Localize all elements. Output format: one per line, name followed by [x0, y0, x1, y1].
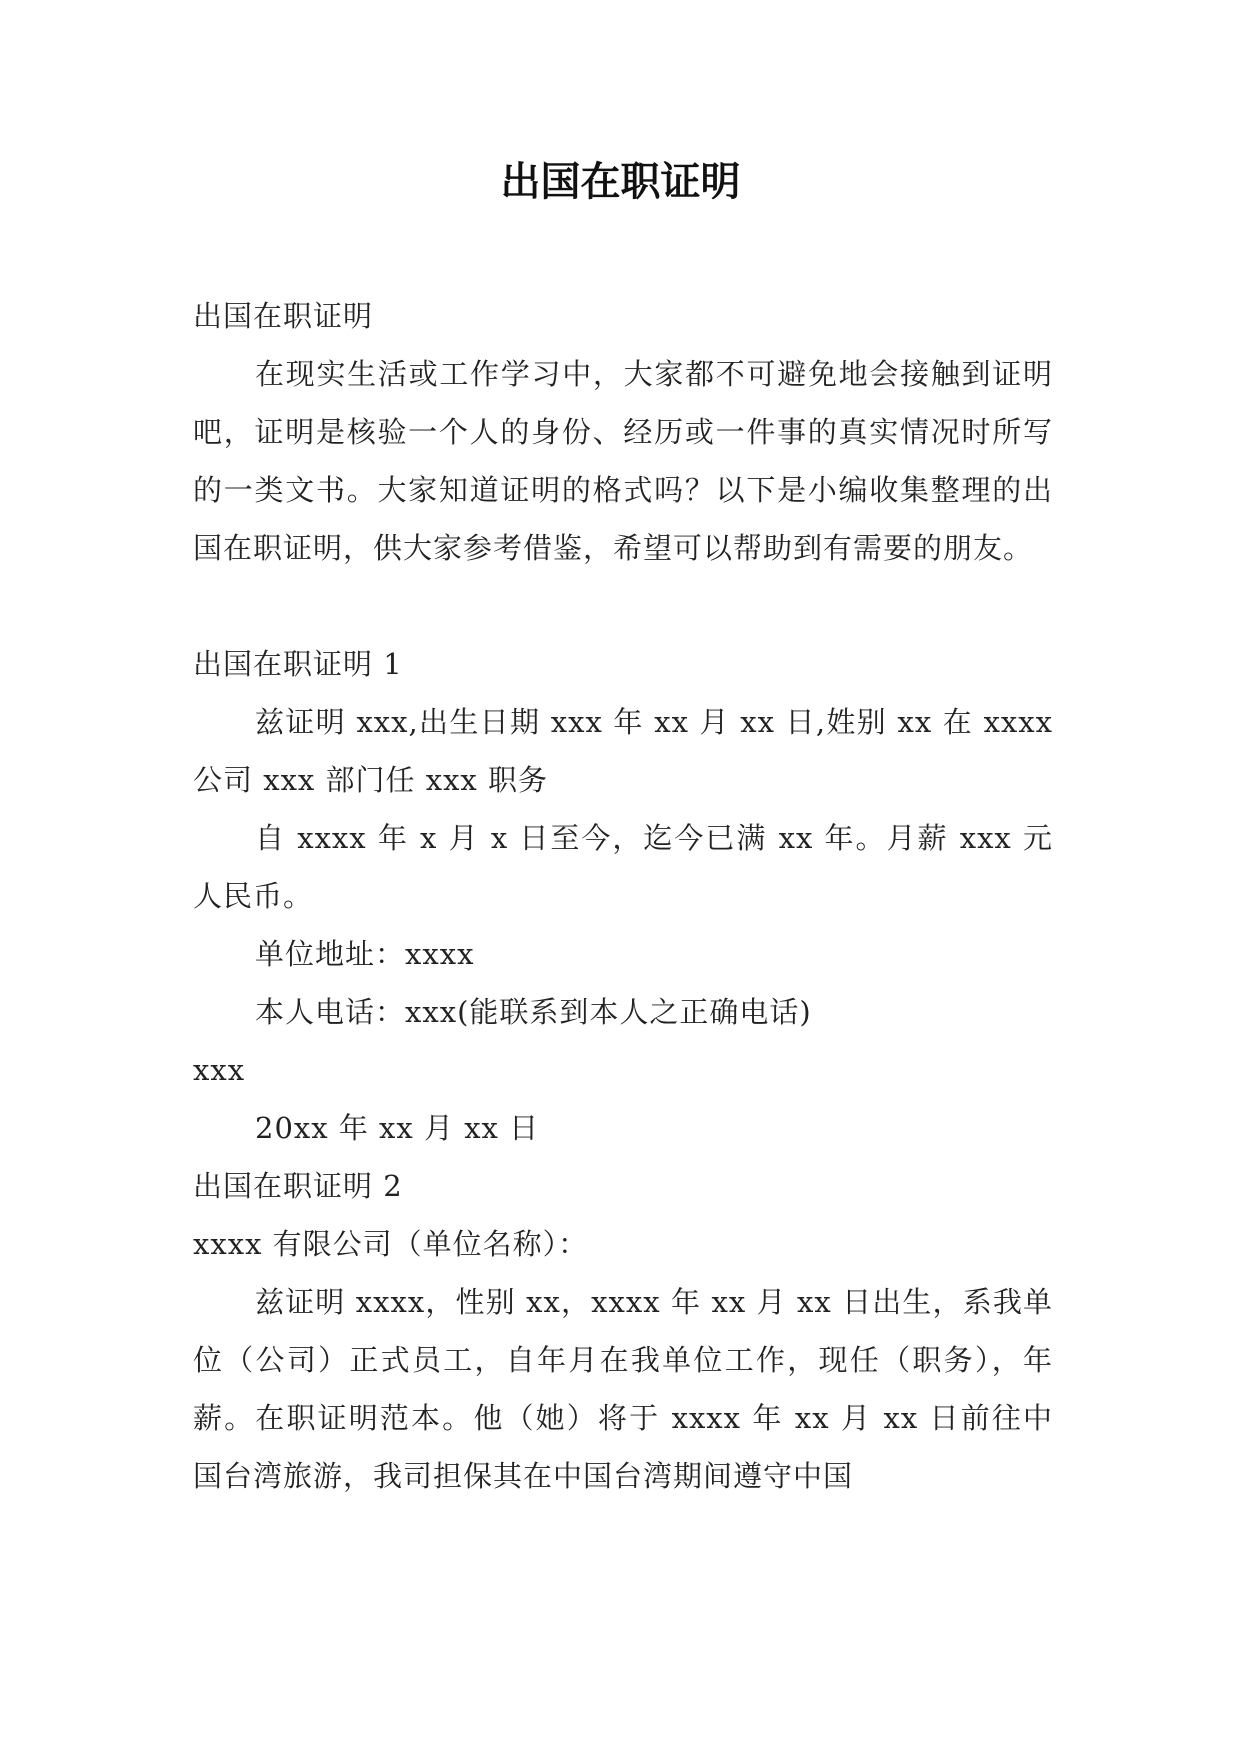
- sample-1-phone: 本人电话：xxx(能联系到本人之正确电话): [255, 995, 812, 1029]
- intro-paragraph: 在现实生活或工作学习中，大家都不可避免地会接触到证明吧，证明是核验一个人的身份、经历或一件事的真实情况时所写的一类文书。大家知道证明的格式吗？以下是小编收集整理的出国在职证明，供大家参考借鉴，希望可以帮助到有需要的朋友。: [193, 357, 1053, 565]
- section-heading-sample-2: 出国在职证明 2: [193, 1169, 403, 1203]
- sample-1-address: 单位地址：xxxx: [255, 937, 475, 971]
- sample-1-statement: 兹证明 xxx,出生日期 xxx 年 xx 月 xx 日,姓别 xx 在 xxxx 公司 xxx 部门任 xxx 职务: [193, 705, 1053, 797]
- sample-1-tenure-salary: 自 xxxx 年 x 月 x 日至今，迄今已满 xx 年。月薪 xxx 元人民币。: [193, 821, 1053, 913]
- section-heading-intro: 出国在职证明: [193, 299, 374, 333]
- sample-1-signature: xxx: [193, 1053, 246, 1087]
- document-title: 出国在职证明: [500, 158, 741, 205]
- section-heading-sample-1: 出国在职证明 1: [193, 647, 403, 681]
- sample-2-addressee: xxxx 有限公司（单位名称）：: [193, 1227, 589, 1261]
- document-body: [193, 287, 1053, 1505]
- sample-2-statement: 兹证明 xxxx，性别 xx，xxxx 年 xx 月 xx 日出生，系我单位（公司）正式员工，自年月在我单位工作，现任（职务），年薪。在职证明范本。他（她）将于 xxxx 年 xx 月 xx 日前往中国台湾旅游，我司担保其在中国台湾期间遵守中国: [193, 1285, 1053, 1493]
- sample-1-date: 20xx 年 xx 月 xx 日: [255, 1111, 540, 1145]
